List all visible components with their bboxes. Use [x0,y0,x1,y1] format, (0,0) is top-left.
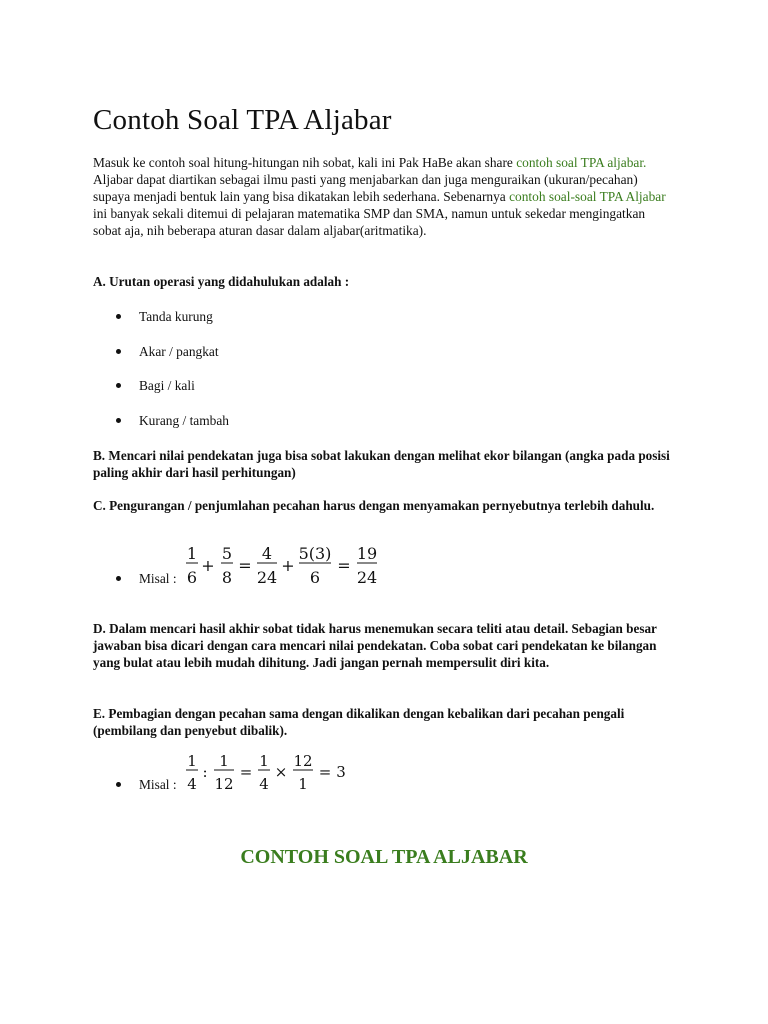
intro-link-contoh-soal-soal[interactable]: contoh soal-soal TPA Aljabar [509,189,666,204]
footer-heading: CONTOH SOAL TPA ALJABAR [240,846,528,868]
operator: + [281,556,295,575]
denominator: 4 [259,775,269,793]
numerator: 19 [356,544,378,563]
list-item-label: Bagi / kali [139,378,195,393]
denominator: 24 [356,568,378,587]
denominator: 4 [187,775,197,793]
section-b-heading: B. Mencari nilai pendekatan juga bisa sobat lakukan dengan melihat ekor bilangan (angka pada posisi paling akhir dari hasil perhitungan) [93,448,670,480]
bullet-icon [116,314,121,319]
numerator: 1 [186,544,198,563]
equals: = [337,556,351,575]
denominator: 6 [186,568,198,587]
numerator: 1 [187,752,197,770]
operator: × [274,763,288,781]
denominator: 24 [256,568,278,587]
denominator: 1 [298,775,308,793]
example-label: Misal : [139,777,177,792]
section-d-heading: D. Dalam mencari hasil akhir sobat tidak harus menemukan secara teliti atau detail. Sebagian besar jawaban bisa dicari dengan cara mencari nilai pendekatan. Coba sobat cari pendekatan ke bilangan yang bulat atau lebih mudah dihitung. Jadi jangan pernah mempersulit diri kita. [93,621,657,670]
denominator: 6 [309,568,321,587]
operator: : [202,763,208,781]
page-title: Contoh Soal TPA Aljabar [93,104,392,136]
denominator: 8 [221,568,233,587]
numerator: 5(3) [298,544,332,563]
numerator: 5 [221,544,233,563]
numerator: 12 [293,752,313,770]
formula-e-svg [183,750,353,794]
result: 3 [336,763,346,781]
intro-link-contoh-soal[interactable]: contoh soal TPA aljabar. [516,155,647,170]
example-label: Misal : [139,571,177,586]
intro-text-2: Aljabar dapat diartikan sebagai ilmu pasti yang menjabarkan dan juga menguraikan (ukuran/pecahan) supaya menjadi bentuk lain yang bisa dikatakan lebih sederhana. Sebenarnya [93,172,638,204]
list-item-label: Tanda kurung [139,309,213,324]
intro-text-1: Masuk ke contoh soal hitung-hitungan nih sobat, kali ini Pak HaBe akan share [93,155,517,170]
section-a-heading: A. Urutan operasi yang didahulukan adalah : [93,274,350,289]
bullet-icon [116,349,121,354]
equals: = [239,763,253,781]
list-item-label: Akar / pangkat [139,344,219,359]
formula-c-svg [183,542,383,588]
operator: + [201,556,215,575]
bullet-icon [116,383,121,388]
formula-c [183,542,383,593]
bullet-icon [116,418,121,423]
list-item-label: Kurang / tambah [139,413,229,428]
intro-paragraph [93,154,673,239]
numerator: 4 [261,544,273,563]
bullet-icon [116,576,121,581]
bullet-icon [116,782,121,787]
section-c-heading: C. Pengurangan / penjumlahan pecahan harus dengan menyamakan pernyebutnya terlebih dahulu. [93,498,655,513]
equals: = [238,556,252,575]
denominator: 12 [214,775,234,793]
intro-text-3: ini banyak sekali ditemui di pelajaran matematika SMP dan SMA, namun untuk sekedar mengingatkan sobat aja, nih beberapa aturan dasar dalam aljabar(aritmatika). [93,206,646,238]
formula-e [183,750,353,799]
numerator: 1 [259,752,269,770]
equals: = [318,763,332,781]
numerator: 1 [219,752,229,770]
section-e-heading: E. Pembagian dengan pecahan sama dengan dikalikan dengan kebalikan dari pecahan pengali (pembilang dan penyebut dibalik). [93,706,625,738]
